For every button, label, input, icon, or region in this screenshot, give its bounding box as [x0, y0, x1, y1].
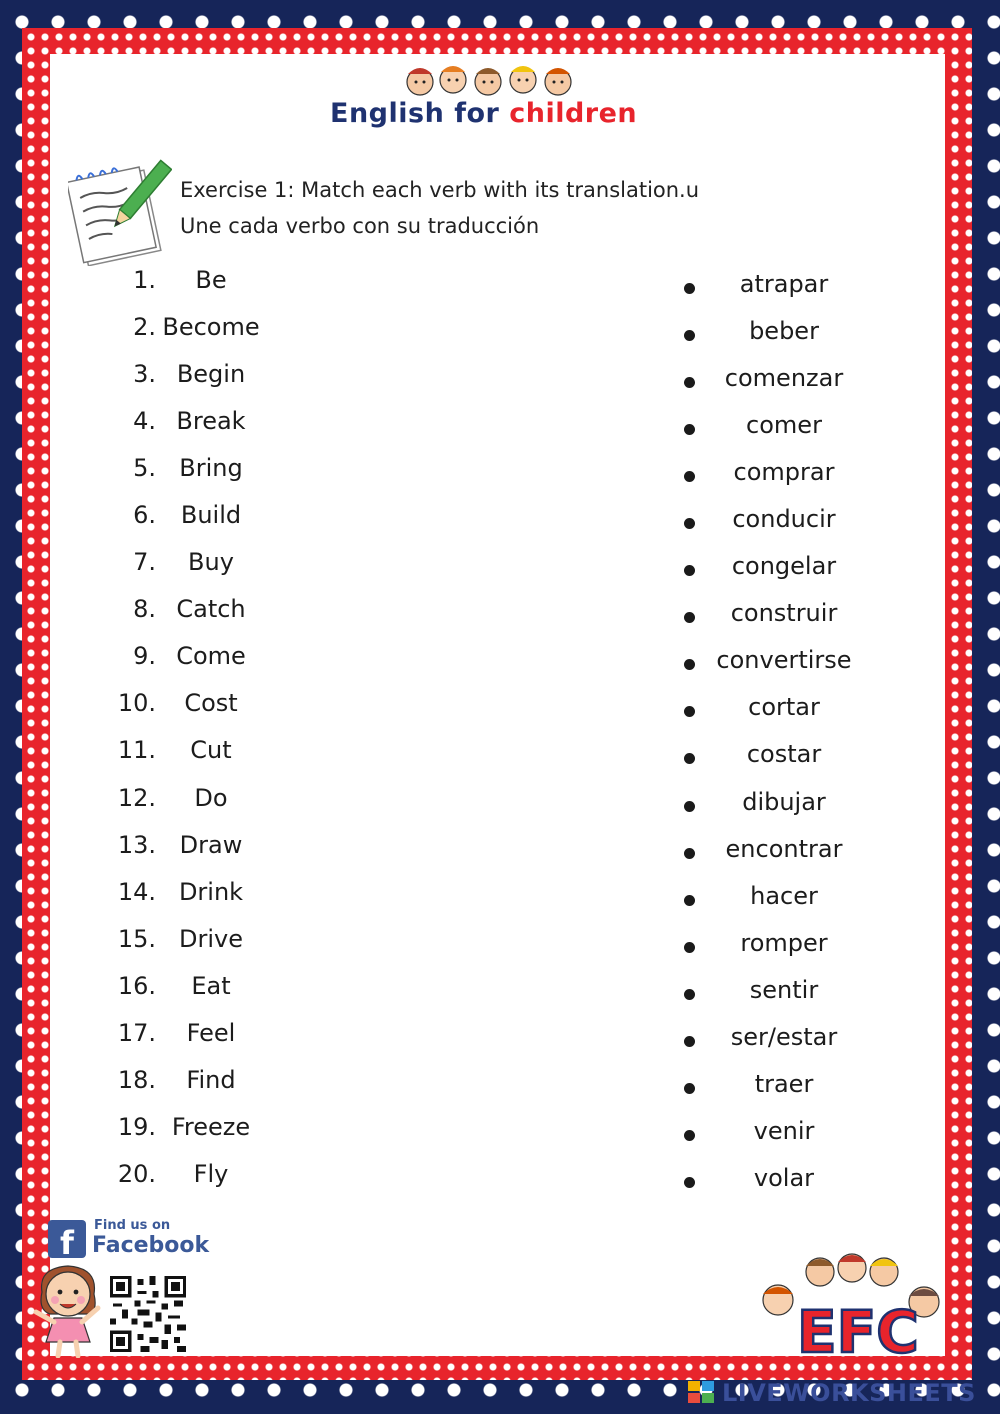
verb-word: Bring — [179, 454, 243, 483]
translation-word: encontrar — [725, 834, 843, 863]
liveworksheets-logo-icon — [688, 1381, 716, 1405]
bullet-icon — [684, 706, 695, 717]
bullet-icon — [684, 471, 695, 482]
bullet-icon — [684, 377, 695, 388]
list-item — [675, 1068, 895, 1115]
translation-word: sentir — [749, 975, 819, 1004]
list-item — [675, 974, 895, 1021]
verb-word: Catch — [176, 595, 246, 624]
list-item — [100, 829, 320, 876]
verb-word: Be — [195, 266, 227, 294]
verb-word: Do — [194, 783, 228, 812]
list-item — [675, 268, 895, 315]
translation-word: congelar — [731, 552, 837, 581]
bullet-icon — [684, 1083, 695, 1094]
item-number: 16. — [117, 971, 156, 1000]
list-item — [675, 456, 895, 503]
verb-word: Eat — [191, 971, 231, 1000]
list-item — [100, 264, 320, 311]
watermark-text: LIVEWORKSHEETS — [722, 1379, 976, 1407]
list-item — [675, 786, 895, 833]
list-item — [100, 734, 320, 781]
list-item — [100, 640, 320, 687]
list-item — [100, 1158, 320, 1205]
list-item — [100, 923, 320, 970]
facebook-icon: f — [48, 1220, 86, 1258]
list-item — [100, 970, 320, 1017]
list-item — [675, 550, 895, 597]
list-item — [100, 1017, 320, 1064]
translation-word: ser/estar — [730, 1022, 838, 1051]
verb-word: Freeze — [171, 1112, 251, 1141]
verb-word: Break — [176, 407, 246, 436]
qr-code-icon[interactable] — [110, 1276, 186, 1352]
item-number: 1. — [133, 266, 156, 294]
list-item — [675, 691, 895, 738]
item-number: 13. — [117, 830, 156, 859]
list-item — [100, 499, 320, 546]
title-english-for: English for — [330, 98, 500, 129]
list-item — [100, 311, 320, 358]
list-item — [675, 409, 895, 456]
translation-word: conducir — [732, 505, 836, 534]
verb-word: Feel — [186, 1018, 236, 1047]
list-item — [100, 593, 320, 640]
translation-word: comer — [746, 411, 822, 440]
bullet-icon — [684, 801, 695, 812]
verb-word: Find — [186, 1065, 236, 1094]
item-number: 18. — [117, 1065, 156, 1094]
bullet-icon — [684, 989, 695, 1000]
instruction-english: Exercise 1: Match each verb with its translation.u — [180, 178, 700, 202]
translation-list — [675, 268, 895, 1209]
bullet-icon — [684, 1177, 695, 1188]
verb-word: Begin — [176, 360, 246, 389]
translation-word: convertirse — [716, 646, 852, 675]
page-title — [330, 98, 670, 138]
bullet-icon — [684, 895, 695, 906]
verb-word: Draw — [179, 830, 243, 859]
list-item — [100, 1111, 320, 1158]
verb-list — [100, 264, 320, 1205]
translation-word: traer — [754, 1069, 814, 1098]
verb-word: Build — [180, 501, 242, 530]
verb-word: Become — [162, 313, 260, 342]
bullet-icon — [684, 565, 695, 576]
translation-word: cortar — [748, 693, 820, 722]
list-item — [100, 405, 320, 452]
translation-word: costar — [746, 740, 822, 769]
list-item — [675, 927, 895, 974]
item-number: 19. — [117, 1112, 156, 1141]
item-number: 8. — [133, 595, 156, 624]
title-children: children — [509, 98, 638, 129]
item-number: 6. — [133, 501, 156, 530]
item-number: 4. — [133, 407, 156, 436]
list-item — [675, 503, 895, 550]
item-number: 9. — [133, 642, 156, 671]
item-number: 14. — [117, 877, 156, 906]
list-item — [100, 1064, 320, 1111]
bullet-icon — [684, 424, 695, 435]
list-item — [100, 358, 320, 405]
list-item — [675, 1021, 895, 1068]
translation-word: construir — [730, 599, 838, 628]
list-item — [675, 362, 895, 409]
fb-facebook: Facebook — [92, 1233, 210, 1258]
item-number: 7. — [133, 548, 156, 577]
bullet-icon — [684, 942, 695, 953]
list-item — [100, 687, 320, 734]
list-item — [100, 546, 320, 593]
bullet-icon — [684, 1130, 695, 1141]
efc-logo-text: EFC — [797, 1298, 919, 1362]
translation-word: comenzar — [724, 364, 844, 393]
verb-word: Fly — [193, 1159, 229, 1188]
item-number: 15. — [117, 924, 156, 953]
translation-word: beber — [749, 317, 819, 346]
instruction-spanish: Une cada verbo con su traducción — [180, 214, 540, 238]
item-number: 2. — [133, 313, 156, 342]
list-item — [675, 738, 895, 785]
list-item — [100, 876, 320, 923]
item-number: 10. — [117, 689, 156, 718]
translation-word: comprar — [733, 458, 835, 487]
efc-logo-icon — [752, 1252, 947, 1362]
item-number: 3. — [133, 360, 156, 389]
bullet-icon — [684, 848, 695, 859]
liveworksheets-watermark — [688, 1378, 988, 1406]
verb-word: Drink — [178, 877, 244, 906]
translation-word: volar — [753, 1163, 815, 1192]
translation-word: romper — [740, 928, 828, 957]
translation-word: atrapar — [739, 270, 829, 298]
translation-word: dibujar — [742, 787, 826, 816]
item-number: 11. — [117, 736, 156, 765]
verb-word: Cut — [190, 736, 232, 765]
bullet-icon — [684, 283, 695, 294]
notepad-pencil-icon — [68, 158, 172, 266]
bullet-icon — [684, 330, 695, 341]
fb-find-us: Find us on — [94, 1218, 171, 1233]
verb-word: Come — [176, 642, 246, 671]
item-number: 12. — [117, 783, 156, 812]
cartoon-girl-illustration — [28, 1262, 112, 1358]
list-item — [675, 315, 895, 362]
bullet-icon — [684, 518, 695, 529]
bullet-icon — [684, 659, 695, 670]
bullet-icon — [684, 753, 695, 764]
list-item — [675, 1115, 895, 1162]
list-item — [675, 833, 895, 880]
bullet-icon — [684, 1036, 695, 1047]
list-item — [675, 1162, 895, 1209]
item-number: 17. — [117, 1018, 156, 1047]
verb-word: Buy — [188, 548, 234, 577]
item-number: 20. — [117, 1159, 156, 1188]
list-item — [100, 782, 320, 829]
verb-word: Drive — [179, 924, 243, 953]
list-item — [675, 644, 895, 691]
translation-word: venir — [753, 1116, 815, 1145]
translation-word: hacer — [750, 881, 818, 910]
facebook-badge[interactable] — [48, 1218, 210, 1262]
list-item — [100, 452, 320, 499]
bullet-icon — [684, 612, 695, 623]
list-item — [675, 880, 895, 927]
verb-word: Cost — [184, 689, 238, 718]
item-number: 5. — [133, 454, 156, 483]
list-item — [675, 597, 895, 644]
